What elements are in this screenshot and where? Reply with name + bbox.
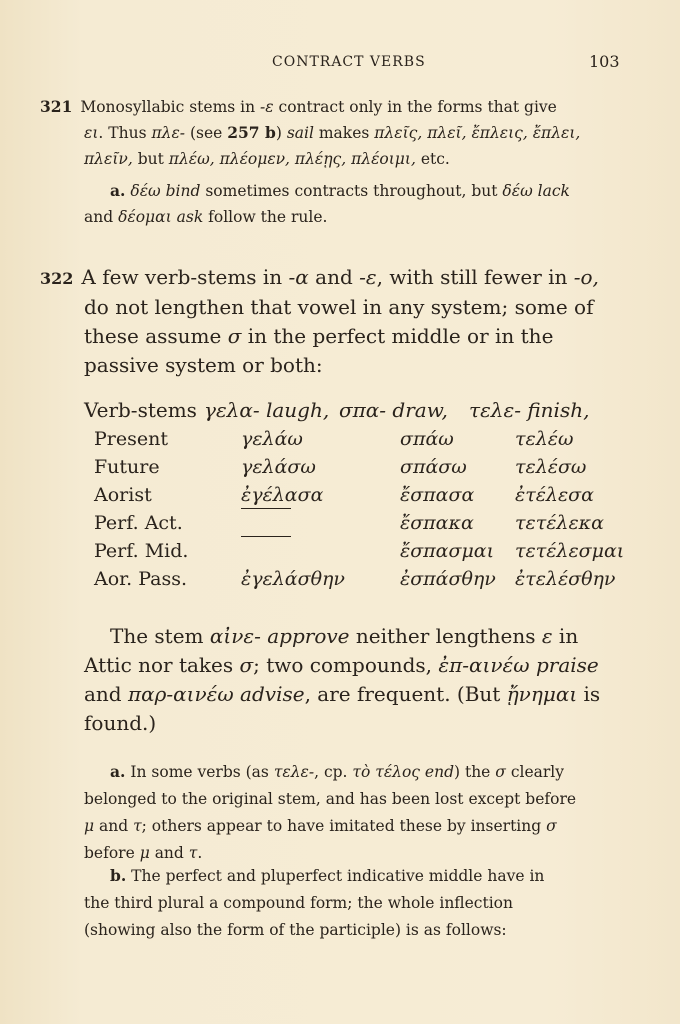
- section-number: 322: [40, 269, 74, 288]
- note-b: b. The perfect and pluperfect indicative middle have in the third plural a compound form; the whole inflection (showing also the form of the participle) is as follows:: [84, 866, 545, 939]
- table-row: Aorist ἐγέλασα ἔσπασα ἐτέλεσα: [94, 484, 594, 506]
- s322-line-3: these assume σ in the perfect middle or in the: [84, 324, 554, 348]
- s322-line-2: do not lengthen that vowel in any system; some of: [84, 295, 594, 319]
- stem-aine-paragraph: The stem αἰνε- approve neither lengthens ε in Attic nor takes σ; two compounds, ἐπ-αινέω praise and παρ-αινέω advise, are frequent. (But ᾔνημαι is found.): [84, 624, 601, 735]
- verb-paradigm-table: [94, 428, 634, 596]
- section-321-note-a: a. δέω bind sometimes contracts throughout, but δέω lack and δέομαι ask follow the rule.: [84, 181, 570, 226]
- table-row: Perf. Mid. ἔσπασμαι τετέλεσμαι: [94, 540, 634, 568]
- table-row: Aor. Pass. ἐγελάσθην ἐσπάσθην ἐτελέσθην: [94, 568, 616, 590]
- note-a: a. In some verbs (as τελε-, cp. τὸ τέλος end) the σ clearly belonged to the original stem, and has been lost except before μ and τ; others appear to have imitated these by inserting σ before μ and τ.: [84, 762, 577, 862]
- section-321: [40, 94, 625, 172]
- s321-line-3: πλεῖν, but πλέω, πλέομεν, πλέῃς, πλέοιμι, etc.: [84, 150, 450, 168]
- book-page: CONTRACT VERBS 103 321 Monosyllabic stems in -ε contract only in the forms that give ει. Thus πλε- (see 257 b) sail makes πλεῖς, πλεῖ, ἔπλεις, ἔπλει, πλεῖν, but πλέω, πλέομεν, πλέῃς, πλέοιμι, etc. a. δέω bind sometimes contracts throughout, but δέω lack and δέομαι ask follow the rule. 322 A few verb-stems in -α and -ε, with still fewer in -ο, do not lengthen that vowel in any system; some of these assume σ in the perfect middle or in the passive system or both: Verb-stems γελα- laugh, σπα- draw, τελε- finish, Present γελάω σπάω τελέω Future γελάσω σπάσω τελέσω Aorist ἐγέλασα ἔσπασα ἐτέλεσα Perf. Act. ἔσπακα τετέλεκα Perf. Mid. ἔσπασμαι τετέλεσμαι Aor. Pass. ἐγελάσθην ἐσπάσθην ἐτελέσθην The stem αἰνε- approve neither lengthens ε in Attic nor takes σ; two compounds, ἐπ-αινέω praise and παρ-αινέω advise, are frequent. (But ᾔνημαι is found.) a. In some verbs (as τελε-, cp. τὸ τέλος end) the σ clearly belonged to the original stem, and has been lost except before μ and τ; others appear to have imitated these by inserting σ before μ and τ. b. The perfect and pluperfect indicative middle have in the third plural a compound form; the whole inflection (showing also the form of the participle) is as follows:: [0, 0, 680, 1024]
- s321-line-1: 321 Monosyllabic stems in -ε contract only in the forms that give: [40, 97, 557, 116]
- page-number: 103: [589, 52, 620, 71]
- chapter-title: CONTRACT VERBS: [272, 54, 426, 70]
- table-row: Present γελάω σπάω τελέω: [94, 428, 574, 450]
- section-322: [40, 263, 625, 380]
- table-row: Perf. Act. ἔσπακα τετέλεκα: [94, 512, 634, 540]
- s321-line-2: ει. Thus πλε- (see 257 b) sail makes πλεῖς, πλεῖ, ἔπλεις, ἔπλει,: [84, 123, 581, 142]
- s322-line-1: 322 A few verb-stems in -α and -ε, with still fewer in -ο,: [40, 265, 599, 289]
- section-number: 321: [40, 97, 73, 116]
- running-header: [0, 54, 680, 76]
- table-row: Future γελάσω σπάσω τελέσω: [94, 456, 587, 478]
- s322-line-4: passive system or both:: [84, 353, 323, 377]
